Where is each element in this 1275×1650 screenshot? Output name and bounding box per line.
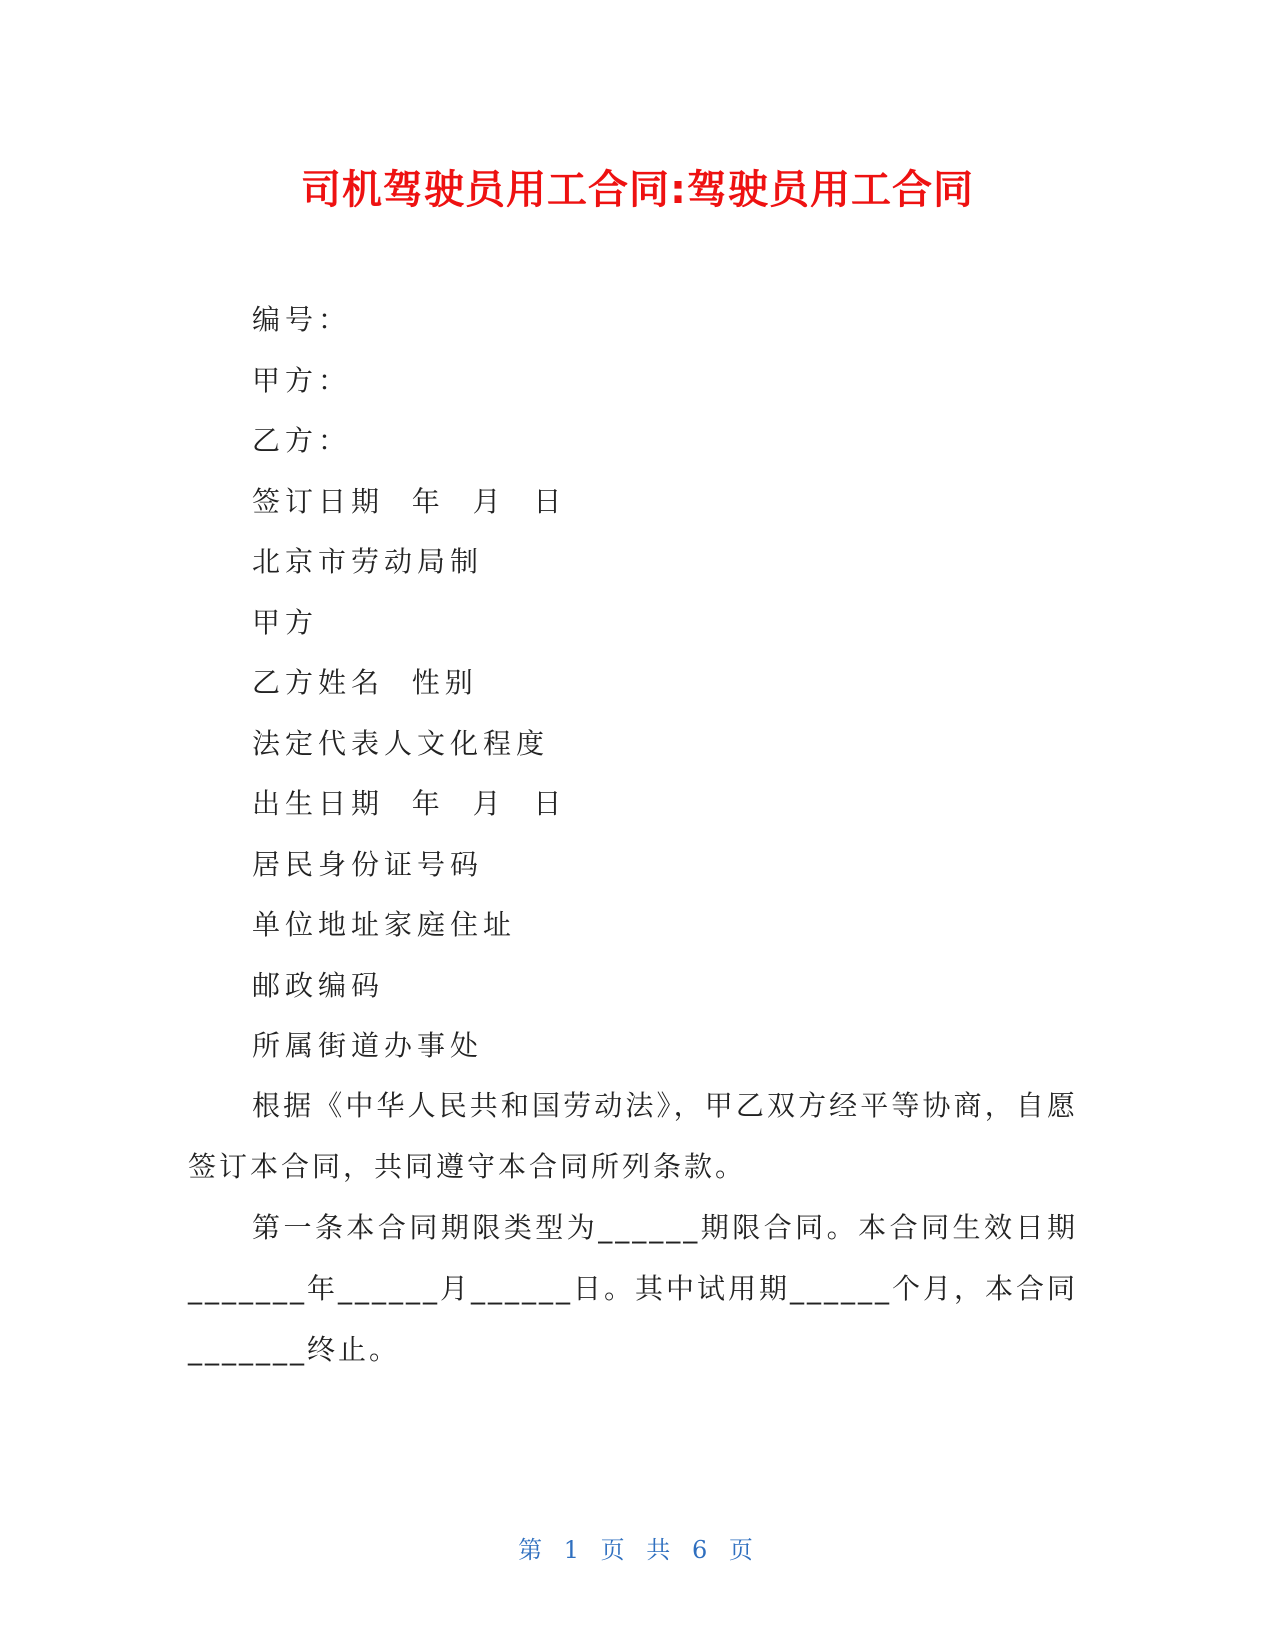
field-party-b-name-gender: 乙方姓名 性别: [252, 666, 478, 699]
field-legal-rep-education: 法定代表人文化程度: [252, 726, 550, 760]
field-birth-date: 出生日期 年 月 日: [252, 787, 567, 820]
intro-paragraph: 根据《中华人民共和国劳动法》，甲乙双方经平等协商，自愿签订本合同，共同遵守本合同所列条款。: [188, 1089, 1078, 1183]
field-postal-code: 邮政编码: [252, 968, 385, 1002]
field-addresses: 单位地址家庭住址: [252, 908, 517, 941]
document-title: 司机驾驶员用工合同:驾驶员用工合同: [301, 167, 974, 213]
field-contract-number: 编号：: [252, 303, 352, 336]
field-party-a-label: 甲方: [252, 605, 319, 639]
field-issuer: 北京市劳动局制: [252, 545, 484, 578]
contract-header-fields: [252, 290, 566, 1077]
field-party-b: 乙方：: [252, 424, 352, 457]
field-id-number: 居民身份证号码: [252, 847, 484, 881]
field-subdistrict-office: 所属街道办事处: [252, 1029, 484, 1062]
field-signing-date: 签订日期 年 月 日: [252, 484, 567, 518]
field-party-a: 甲方：: [252, 363, 352, 397]
page-number-footer: 第 1 页 共 6 页: [518, 1536, 757, 1564]
article-1-paragraph: 第一条本合同期限类型为______期限合同。本合同生效日期_______年______月______日。其中试用期______个月，本合同_______终止。: [188, 1211, 1079, 1366]
